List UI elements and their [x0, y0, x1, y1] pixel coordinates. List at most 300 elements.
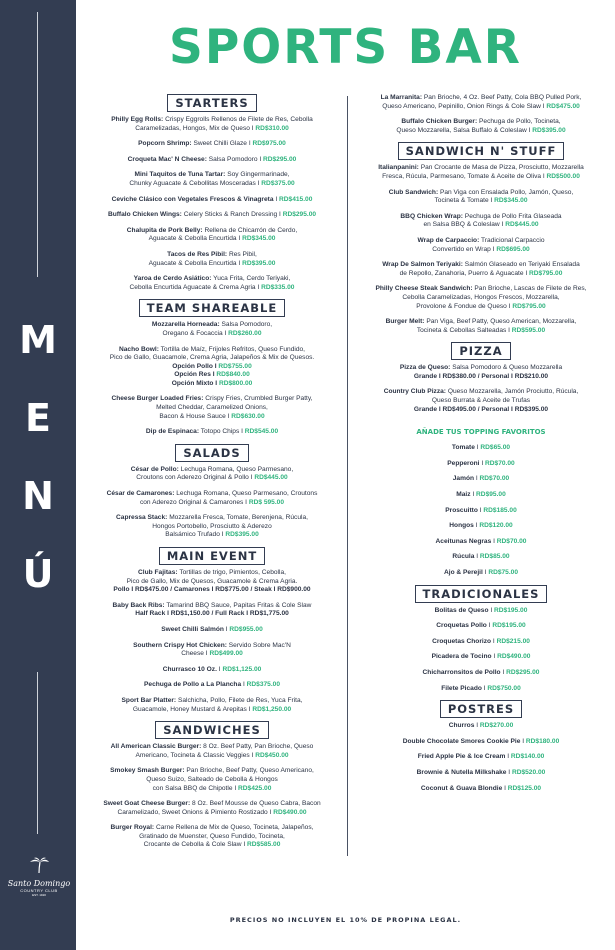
menu-item-description: Tamarind BBQ Sauce, Papitas Fritas & Cole Slaw: [166, 601, 312, 609]
menu-item-price: RD$975.00: [252, 140, 286, 148]
menu-item-name: Philly Cheese Steak Sandwich:: [375, 285, 473, 293]
menu-item-description-text: Cebolla Encurtida Aguacate & Crema Agria: [129, 283, 256, 291]
menu-item: [86, 490, 338, 507]
menu-item-price: RD$490.00: [273, 808, 307, 816]
menu-item-line: Croquetas Pollo I RD$195.00: [436, 622, 526, 630]
menu-item-price-variants: Grande I RD$495.00 / Personal I RD$395.00: [413, 405, 549, 413]
menu-item-line: Popcorn Shrimp: Sweet Chilli Glaze I RD$975.00: [138, 140, 286, 148]
menu-item: [356, 638, 606, 647]
menu-item-name: Burger Royal:: [110, 824, 155, 832]
section-heading: [86, 444, 338, 462]
menu-item-description: Mozzarella Fresca, Tomate, Berenjena, Rúcula,: [169, 514, 308, 522]
menu-item-description-text: en Salsa BBQ & Coleslaw: [423, 221, 500, 229]
menu-item-description: Totopo Chips: [200, 428, 240, 436]
menu-item-price: RD$955.00: [229, 625, 263, 633]
menu-letter: E: [25, 396, 51, 440]
menu-item-line: [356, 94, 606, 103]
menu-item-description: Queso Mozzarella, Salsa Buffalo & Coleslaw I RD$395.00: [396, 126, 566, 134]
section-title-salads: SALADS: [175, 444, 248, 462]
menu-item-description-text: Bacon & House Sauce: [159, 412, 226, 420]
menu-item: [86, 428, 338, 437]
section-title-tradicionales: TRADICIONALES: [415, 585, 548, 603]
menu-item: [356, 738, 606, 747]
menu-item-line: Proscuitto I RD$185.00: [445, 506, 517, 514]
menu-item-price: RD$445.00: [254, 474, 288, 482]
menu-item-price-variants: Half Rack I RD$1,150.00 / Full Rack I RD$1,775.00: [135, 610, 289, 618]
menu-item-line: Chicharronsitos de Pollo I RD$295.00: [422, 668, 540, 676]
menu-item-price: RD$185.00: [483, 506, 517, 514]
menu-item-name: Sweet Chilli Salmón: [161, 625, 224, 633]
section-title-starters: STARTERS: [167, 94, 256, 112]
menu-item-price: RD$395.00: [532, 126, 566, 134]
menu-item-description-text: Convertido en Wrap: [432, 245, 491, 253]
menu-letter: Ú: [22, 552, 54, 596]
menu-column-left: [86, 94, 338, 857]
menu-item-description: Crocante de Cebolla & Cole Slaw I RD$585.00: [143, 841, 281, 849]
menu-item-name: Buffalo Chicken Wings:: [107, 211, 182, 219]
menu-item: [86, 251, 338, 268]
menu-item: [86, 395, 338, 421]
menu-item-name: Picadera de Tocino: [431, 653, 492, 661]
menu-item-price: RD$295.00: [262, 155, 297, 163]
menu-item-description-text: Cebolla Caramelizadas, Hongos Frescos, Mozzarella,: [402, 293, 560, 301]
menu-item-line: [356, 388, 606, 397]
menu-item: [86, 321, 338, 338]
menu-item-description-text: Gratinado de Muenster, Queso Fundido, Tocineta,: [139, 832, 285, 840]
menu-item-description: Pechuga de Pollo, Tocineta,: [479, 118, 561, 126]
menu-item-description: con Aderezo Original & Camarones I RD$ 595.00: [139, 498, 285, 506]
option-label: Opción Res: [174, 371, 211, 379]
menu-item-description: Salsa Pomodoro & Queso Mozzarella: [452, 364, 563, 372]
menu-item-line: Bolitas de Queso I RD$195.00: [434, 606, 528, 614]
logo-brand: Santo Domingo: [7, 879, 71, 888]
menu-item-description-text: Queso Americano, Pepinillo, Onion Rings & Cole Slaw: [382, 102, 541, 110]
menu-item-name: Wrap De Salmon Teriyaki:: [382, 261, 463, 269]
menu-item-line: [356, 285, 606, 294]
menu-vertical-title: [0, 318, 76, 630]
menu-item-name: Pechuga de Pollo a La Plancha: [144, 681, 242, 689]
menu-item-description-text: Queso Mozzarella, Salsa Buffalo & Coleslaw: [396, 126, 527, 134]
menu-item: [356, 669, 606, 678]
menu-item-name: Tacos de Res Pibil:: [167, 250, 228, 258]
menu-item-name: Churrasco 10 Oz.: [162, 665, 217, 673]
menu-item-price: RD$345.00: [242, 235, 276, 243]
menu-item: [356, 785, 606, 794]
menu-item-line: Jamón I RD$70.00: [452, 475, 510, 483]
menu-item-description-text: Caramelizadas, Hongos, Mix de Queso: [135, 124, 250, 132]
menu-item-line: Picadera de Tocino I RD$490.00: [431, 653, 531, 661]
menu-item-name: Italianpanini:: [378, 164, 419, 172]
section-title-sandwiches: SANDWICHES: [155, 721, 269, 739]
section-heading: [86, 721, 338, 739]
menu-item-description-text: Provolone & Fondue de Queso: [416, 302, 507, 310]
menu-item-line: [356, 189, 606, 198]
menu-item-name: Coconut & Guava Blondie: [420, 784, 503, 792]
menu-item-name: Nacho Bowl:: [118, 345, 159, 353]
section-heading: [86, 547, 338, 565]
menu-item-price: RD$295.00: [506, 668, 540, 676]
menu-item-description-text: Crocante de Cebolla & Cole Slaw: [143, 841, 242, 849]
menu-item: [86, 767, 338, 793]
menu-item-line: [86, 171, 338, 180]
menu-item-line: Maiz I RD$95.00: [456, 491, 506, 499]
menu-item-name: Wrap de Carpaccio:: [417, 236, 480, 244]
menu-item-name: Jamón: [452, 475, 475, 483]
menu-item-price: RD$415.00: [279, 195, 313, 203]
menu-item-description: Pechuga de Pollo Frita Glaseada: [464, 212, 562, 220]
menu-item-name: Burger Melt:: [385, 318, 425, 326]
menu-item-price: RD$585.00: [247, 841, 281, 849]
menu-item-description: Guacamole, Honey Mustard & Arepitas I RD$1,250.00: [132, 705, 292, 713]
menu-item-description: Yuca Frita, Cerdo Teriyaki,: [213, 275, 291, 283]
menu-item-price: RD$70.00: [479, 475, 510, 483]
menu-item: [86, 466, 338, 483]
menu-item-line: Rúcula I RD$85.00: [452, 553, 510, 561]
menu-item-price: RD$795.00: [529, 269, 563, 277]
menu-item: [356, 569, 606, 578]
menu-item-name: Ajo & Perejil: [443, 569, 483, 576]
menu-item-description: Croutons con Aderezo Original & Pollo I RD$445.00: [136, 474, 288, 482]
sidebar-divider-top: [37, 12, 38, 277]
menu-item-description: Servido Sobre Mac'N: [228, 641, 291, 649]
menu-item: [86, 569, 338, 595]
menu-item: [356, 318, 606, 335]
menu-item: [356, 522, 606, 531]
menu-item: [86, 626, 338, 635]
menu-item-description: Tortilla de Maíz, Frijoles Refritos, Queso Fundido,: [160, 345, 306, 353]
menu-item-name: Southern Crispy Hot Chicken:: [133, 641, 227, 649]
menu-item-description: [86, 404, 338, 413]
menu-item-description: Caramelizado, Sweet Onions & Pimiento Rostizado I RD$490.00: [117, 808, 307, 816]
menu-item-line: [86, 642, 338, 651]
menu-item-description: Queso Americano, Pepinillo, Onion Rings & Cole Slaw I RD$475.00: [382, 102, 580, 110]
menu-item-line: [86, 514, 338, 523]
menu-item: [356, 769, 606, 778]
menu-item-description: Rellena de Chicarrón de Cerdo,: [204, 226, 298, 234]
menu-item-description: Tocineta & Tomate I RD$345.00: [434, 197, 528, 205]
menu-item: [86, 196, 338, 205]
menu-item: [86, 156, 338, 165]
section-heading: [86, 94, 338, 112]
menu-item-description: [356, 397, 606, 406]
menu-item-price: RD$499.00: [209, 650, 243, 658]
menu-item-line: Pepperoni I RD$70.00: [447, 459, 515, 467]
menu-item-line: [86, 490, 338, 499]
menu-item-price: RD$450.00: [255, 751, 289, 759]
menu-item-description: Crispy Eggrolls Rellenos de Filete de Res, Cebolla: [165, 116, 313, 123]
menu-item-option: Opción Res I RD$840.00: [174, 371, 250, 379]
menu-item-price: RD$65.00: [480, 444, 511, 452]
menu-item: [86, 211, 338, 220]
menu-item-description-text: Pico de Gallo, Guacamole, Crema Agria, Jalapeños & Mix de Quesos.: [109, 354, 315, 362]
menu-item: [86, 171, 338, 188]
menu-item: [356, 722, 606, 731]
menu-item-price: RD$85.00: [479, 553, 510, 561]
menu-item-name: Pizza de Queso:: [399, 364, 451, 372]
menu-item: [356, 213, 606, 230]
menu-letter: M: [19, 318, 57, 362]
menu-item-line: [356, 118, 606, 127]
menu-item-name: Chalupita de Pork Belly:: [126, 226, 203, 234]
menu-item-description: Pan Crocante de Masa de Pizza, Prosciutto, Mozzarella: [420, 164, 584, 172]
menu-item-line: Sweet Chilli Salmón I RD$955.00: [161, 625, 263, 633]
menu-item-line: Croqueta Mac' N Cheese: Salsa Pomodoro I RD$295.00: [127, 155, 297, 163]
menu-item-line: [356, 318, 606, 327]
palm-tree-icon: [28, 857, 50, 873]
menu-item: [356, 237, 606, 254]
menu-item-description: Balsámico Trufado I RD$395.00: [165, 531, 259, 539]
menu-item-description-text: de Repollo, Zanahoria, Puerro & Aguacate: [399, 269, 524, 277]
section-heading: [356, 700, 606, 718]
menu-item-description: Pan Brioche, Lascas de Filete de Res,: [474, 285, 587, 293]
menu-item-price: RD$95.00: [476, 491, 506, 499]
menu-item-description-text: Aguacate & Cebolla Encurtida: [148, 235, 237, 243]
menu-item-description: Convertido en Wrap I RD$695.00: [432, 245, 530, 253]
menu-item-name: Club Fajitas:: [138, 569, 178, 576]
section-title-postres: POSTRES: [440, 700, 522, 718]
menu-item-description-text: Oregano & Focaccia: [162, 329, 223, 337]
menu-item-name: Sweet Goat Cheese Burger:: [103, 800, 191, 808]
menu-item-name: César de Camarones:: [106, 490, 175, 498]
menu-item: [86, 346, 338, 389]
menu-item-price: RD$1,250.00: [252, 705, 292, 713]
menu-item-line: Pechuga de Pollo a La Plancha I RD$375.00: [144, 681, 280, 689]
section-title-team-shareable: TEAM SHAREABLE: [139, 299, 285, 317]
menu-item-description: [86, 833, 338, 842]
menu-item: [356, 753, 606, 762]
menu-item-line: Buffalo Chicken Wings: Celery Sticks & Ranch Dressing I RD$295.00: [107, 211, 317, 219]
menu-item-price: RD$395.00: [225, 531, 259, 539]
menu-item-name: Churros: [448, 722, 475, 730]
menu-item: [356, 118, 606, 135]
menu-item-description: Provolone & Fondue de Queso I RD$795.00: [416, 302, 546, 310]
menu-item-description: Crispy Fries, Crumbled Burger Patty,: [205, 395, 313, 403]
sidebar-divider-bottom: [37, 672, 38, 834]
menu-item-line: [356, 237, 606, 246]
menu-item-description: 8 Oz. Beef Patty, Pan Brioche, Queso: [203, 743, 314, 751]
menu-item-name: All American Classic Burger:: [110, 743, 202, 751]
menu-item-description: [356, 294, 606, 303]
menu-item-description-text: con Aderezo Original & Camarones: [139, 498, 244, 506]
menu-item-line: [356, 164, 606, 173]
menu-item-description-text: Tocineta & Cebollas Salteadas: [416, 326, 507, 334]
menu-item-name: Pepperoni: [447, 459, 480, 467]
menu-item: [356, 364, 606, 381]
club-logo: [4, 857, 74, 897]
menu-item-price: RD$545.00: [244, 428, 279, 436]
menu-item-description: de Repollo, Zanahoria, Puerro & Aguacate I RD$795.00: [399, 269, 563, 277]
menu-item-description: Pan Brioche, 4 Oz. Beef Patty, Cola BBQ Pulled Pork,: [423, 94, 582, 101]
menu-item: [356, 94, 606, 111]
menu-item-price: RD$500.00: [546, 172, 580, 180]
menu-item-description: Oregano & Focaccia I RD$260.00: [162, 329, 262, 337]
menu-item-price: RD$375.00: [246, 681, 280, 689]
menu-item: [86, 681, 338, 690]
menu-item: [86, 666, 338, 675]
menu-item: [356, 189, 606, 206]
menu-item: [356, 685, 606, 694]
menu-item-description: Queso Mozzarella, Jamón Prociutto, Rúcula,: [447, 388, 579, 396]
menu-item-description-text: Americano, Tocineta & Classic Veggies: [135, 751, 250, 759]
menu-item-description: Pan Viga con Ensalada Pollo, Jamón, Queso,: [439, 188, 574, 196]
menu-item-line: [86, 697, 338, 706]
menu-item-line: Ceviche Clásico con Vegetales Frescos & Vinagreta I RD$415.00: [111, 195, 313, 203]
option-price: RD$800.00: [218, 379, 253, 387]
menu-item-name: Capressa Stack:: [116, 514, 168, 522]
option-label: Opción Mixto: [171, 379, 214, 387]
menu-item-line: [86, 743, 338, 752]
menu-item-description-text: con Salsa BBQ de Chipotle: [152, 784, 233, 792]
menu-item-description: Salmón Glaseado en Teriyaki Ensalada: [464, 261, 580, 269]
menu-item-description: Caramelizadas, Hongos, Mix de Queso I RD$310.00: [135, 124, 289, 132]
menu-item-description: Lechuga Romana, Queso Parmesano, Croutons: [176, 490, 318, 498]
menu-item-line: Hongos I RD$120.00: [449, 522, 513, 530]
menu-item-line: Aceitunas Negras I RD$70.00: [435, 537, 527, 545]
menu-item-description: Carne Rellena de Mix de Queso, Tocineta, Jalapeños,: [155, 824, 314, 832]
menu-item-line: [86, 346, 338, 355]
menu-item-price: RD$120.00: [479, 522, 513, 530]
option-price: RD$840.00: [216, 371, 250, 379]
menu-item: [356, 444, 606, 453]
menu-item-description: Pan Brioche, Beef Patty, Queso Americano,: [186, 767, 314, 775]
menu-item-description: Celery Sticks & Ranch Dressing: [183, 211, 278, 219]
menu-item-price: RD$195.00: [492, 622, 526, 630]
menu-item-price: RD$ 595.00: [248, 498, 285, 506]
page-title: SPORTS BAR: [169, 20, 522, 75]
menu-item-name: Sport Bar Platter:: [121, 696, 177, 704]
menu-item-name: Proscuitto: [445, 506, 478, 514]
menu-item-price: RD$75.00: [488, 569, 519, 576]
menu-item: [356, 507, 606, 516]
menu-item-price: RD$490.00: [497, 653, 531, 661]
menu-item-name: Brownie & Nutella Milkshake: [416, 768, 507, 776]
menu-item-name: Maiz: [456, 491, 471, 499]
sidebar: [0, 0, 76, 950]
menu-item-description-text: Guacamole, Honey Mustard & Arepitas: [132, 705, 247, 713]
menu-item-name: Ceviche Clásico con Vegetales Frescos & Vinagreta: [111, 195, 274, 203]
menu-item: [356, 164, 606, 181]
menu-item: [86, 227, 338, 244]
menu-item-description-text: Caramelizado, Sweet Onions & Pimiento Rostizado: [117, 808, 268, 816]
menu-item: [86, 800, 338, 817]
menu-item-description-text: Pico de Gallo, Mix de Quesos, Guacamole & Crema Agria.: [126, 577, 298, 585]
menu-item-price: RD$335.00: [261, 283, 295, 291]
menu-item-line: [86, 275, 338, 284]
menu-item-price: RD$270.00: [479, 722, 514, 730]
menu-item-price: RD$260.00: [228, 329, 262, 337]
menu-item-description: Chunky Aguacate & Cebollitas Mosceradas I RD$375.00: [129, 179, 295, 187]
menu-item-line: Brownie & Nutella Milkshake I RD$520.00: [416, 768, 546, 776]
menu-item-line: [356, 364, 606, 373]
menu-item: [86, 514, 338, 540]
menu-item-name: Double Chocolate Smores Cookie Pie: [402, 737, 521, 745]
menu-item-line: [86, 466, 338, 475]
menu-item-description: Tocineta & Cebollas Salteadas I RD$595.00: [416, 326, 546, 334]
menu-item-price: RD$475.00: [546, 102, 580, 110]
menu-item: [86, 743, 338, 760]
menu-item-line: Dip de Espinaca: Totopo Chips I RD$545.00: [145, 428, 279, 436]
menu-item-description: en Salsa BBQ & Coleslaw I RD$445.00: [423, 221, 539, 229]
menu-item-name: Filete Picado: [441, 684, 482, 692]
menu-item: [86, 697, 338, 714]
menu-column-right: [356, 94, 606, 800]
menu-item-description: Americano, Tocineta & Classic Veggies I RD$450.00: [135, 751, 289, 759]
column-divider: [347, 96, 348, 856]
menu-item: [356, 388, 606, 414]
menu-item-name: Chicharronsitos de Pollo: [422, 668, 501, 676]
menu-item-description: [86, 354, 338, 363]
menu-item-line: [86, 767, 338, 776]
menu-item-name: Mozzarella Horneada:: [151, 321, 220, 329]
option-price: RD$755.00: [218, 362, 252, 370]
menu-item-price: RD$215.00: [496, 637, 530, 645]
menu-item: [356, 285, 606, 311]
section-heading: [356, 421, 606, 440]
section-title-main-event: MAIN EVENT: [159, 547, 265, 565]
menu-item-line: Fried Apple Pie & Ice Cream I RD$140.00: [417, 753, 545, 761]
menu-item-name: La Marranita:: [380, 94, 423, 101]
section-heading: [86, 299, 338, 317]
menu-item-line: [86, 395, 338, 404]
menu-item-price: RD$520.00: [511, 768, 546, 776]
menu-item-line: [86, 800, 338, 809]
menu-item: [356, 538, 606, 547]
menu-item-line: [86, 321, 338, 330]
menu-item-description: Salsa Pomodoro: [208, 155, 258, 163]
menu-item-description: Sweet Chilli Glaze: [193, 140, 247, 148]
menu-item: [356, 460, 606, 469]
menu-item-name: Fried Apple Pie & Ice Cream: [417, 753, 506, 761]
menu-item-name: Country Club Pizza:: [383, 388, 446, 396]
menu-item-option: Opción Pollo I RD$755.00: [172, 362, 252, 370]
menu-item-line: [86, 251, 338, 260]
menu-item: [356, 491, 606, 500]
section-title-sandwich-n-stuff: SANDWICH N' STUFF: [398, 142, 565, 160]
menu-item-name: Cheese Burger Loaded Fries:: [111, 395, 204, 403]
menu-item-line: [356, 213, 606, 222]
menu-item-description-text: Croutons con Aderezo Original & Pollo: [136, 474, 249, 482]
menu-item-description-text: Tocineta & Tomate: [434, 197, 489, 205]
menu-item-name: Tomate: [451, 444, 475, 452]
menu-item-line: [86, 602, 338, 611]
menu-item-line: Churros I RD$270.00: [448, 722, 514, 730]
menu-item-name: BBQ Chicken Wrap:: [400, 212, 463, 220]
menu-item-price: RD$750.00: [487, 684, 521, 692]
menu-item-price: RD$395.00: [242, 259, 276, 267]
menu-item-price: RD$795.00: [512, 302, 546, 310]
menu-item-description: Tradicional Carpaccio: [481, 236, 545, 244]
menu-item-description: Lechuga Romana, Queso Parmesano,: [180, 465, 294, 473]
menu-item-line: [86, 569, 338, 578]
menu-item-line: [86, 227, 338, 236]
menu-item-description: Cheese I RD$499.00: [181, 650, 243, 658]
menu-item-price-variants: Grande I RD$380.00 / Personal I RD$210.00: [413, 372, 549, 380]
menu-item: [356, 653, 606, 662]
menu-item-name: Croquetas Chorizo: [432, 637, 492, 645]
menu-item-line: Churrasco 10 Oz. I RD$1,125.00: [162, 665, 262, 673]
menu-item-description-text: Chunky Aguacate & Cebollitas Mosceradas: [129, 179, 256, 187]
menu-item-name: Hongos: [449, 522, 474, 530]
menu-item-description: Salchicha, Pollo, Filete de Res, Yuca Frita,: [177, 696, 303, 704]
section-heading: [356, 342, 606, 360]
menu-item: [356, 553, 606, 562]
menu-item-price: RD$695.00: [496, 245, 530, 253]
menu-item-description-text: Melted Cheddar, Caramelized Onions,: [156, 404, 268, 412]
menu-item-price: RD$140.00: [510, 753, 545, 761]
menu-item-price: RD$70.00: [496, 537, 527, 545]
menu-item-name: Croqueta Mac' N Cheese:: [127, 155, 207, 163]
menu-item-line: Ajo & Perejil I RD$75.00: [443, 569, 519, 576]
